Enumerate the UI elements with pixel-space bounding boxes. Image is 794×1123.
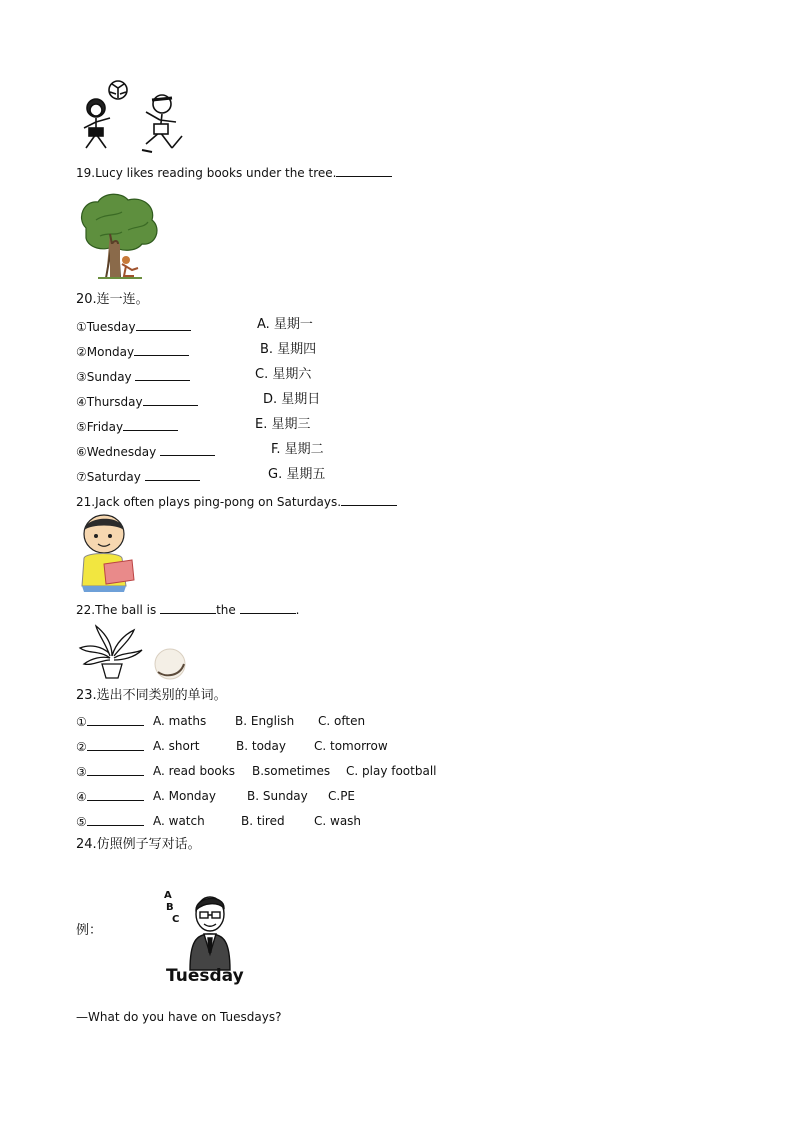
- match-left-3: [76, 368, 190, 385]
- match-right-f: F. 星期二: [271, 442, 324, 457]
- match-left-label: ⑥Wednesday: [76, 445, 161, 459]
- answer-blank[interactable]: [134, 343, 189, 356]
- dialog-line: —What do you have on Tuesdays?: [76, 1010, 282, 1024]
- question-19: [76, 164, 392, 181]
- q23-row-5-c: C. wash: [314, 814, 362, 828]
- match-left-2: [76, 343, 189, 360]
- q23-row-2-c: C. tomorrow: [314, 739, 388, 753]
- q23-row-1: [76, 713, 144, 730]
- answer-blank[interactable]: [341, 493, 397, 506]
- question-23-title: 23.选出不同类别的单词。: [76, 688, 227, 703]
- match-left-label: ③Sunday: [76, 370, 136, 384]
- q23-row-2-b: B. today: [236, 739, 286, 753]
- question-21: [76, 493, 397, 510]
- q23-row-4-c: C.PE: [328, 789, 356, 803]
- teacher-abc-picture: [150, 880, 270, 990]
- q23-row-4: [76, 788, 144, 805]
- football-boys-picture: [76, 78, 192, 156]
- question-22: [76, 601, 299, 618]
- answer-blank[interactable]: [87, 763, 144, 776]
- match-left-label: ⑤Friday: [76, 420, 124, 434]
- answer-blank-2[interactable]: [240, 601, 296, 614]
- question-22-part1: 22.The ball is: [76, 603, 161, 617]
- row-number: ⑤: [76, 815, 87, 829]
- abc-letter-a: A: [164, 890, 172, 901]
- match-left-label: ①Tuesday: [76, 320, 136, 334]
- q23-row-3-b: B.sometimes: [252, 764, 331, 778]
- question-19-text: 19.Lucy likes reading books under the tree.: [76, 166, 337, 180]
- q23-row-3-a: A. read books: [153, 764, 235, 778]
- row-number: ③: [76, 765, 87, 779]
- answer-blank[interactable]: [87, 813, 144, 826]
- q23-row-4-a: A. Monday: [153, 789, 216, 803]
- answer-blank[interactable]: [87, 788, 144, 801]
- answer-blank-1[interactable]: [160, 601, 216, 614]
- match-left-label: ⑦Saturday: [76, 470, 145, 484]
- boy-reading-picture: [76, 512, 142, 594]
- answer-blank[interactable]: [123, 418, 178, 431]
- row-number: ④: [76, 790, 87, 804]
- answer-blank[interactable]: [87, 713, 144, 726]
- q23-row-5-b: B. tired: [241, 814, 285, 828]
- answer-blank[interactable]: [336, 164, 392, 177]
- answer-blank[interactable]: [160, 443, 215, 456]
- match-right-g: G. 星期五: [268, 467, 326, 482]
- match-left-6: [76, 443, 215, 460]
- answer-blank[interactable]: [145, 468, 200, 481]
- match-right-c: C. 星期六: [255, 367, 312, 382]
- match-right-a: A. 星期一: [257, 317, 313, 332]
- match-right-b: B. 星期四: [260, 342, 317, 357]
- row-number: ②: [76, 740, 87, 754]
- question-21-text: 21.Jack often plays ping-pong on Saturdays.: [76, 495, 342, 509]
- q23-row-3: [76, 763, 144, 780]
- tree-reading-picture: [76, 190, 162, 282]
- match-left-5: [76, 418, 178, 435]
- q23-row-2-a: A. short: [153, 739, 200, 753]
- match-left-label: ④Thursday: [76, 395, 143, 409]
- q23-row-3-c: C. play football: [346, 764, 437, 778]
- answer-blank[interactable]: [87, 738, 144, 751]
- question-22-part2: the: [216, 603, 240, 617]
- q23-row-5-a: A. watch: [153, 814, 205, 828]
- match-left-4: [76, 393, 198, 410]
- match-right-d: D. 星期日: [263, 392, 321, 407]
- match-left-1: [76, 318, 191, 335]
- q23-row-1-a: A. maths: [153, 714, 207, 728]
- answer-blank[interactable]: [143, 393, 198, 406]
- picture-day-word: Tuesday: [166, 966, 244, 986]
- question-20-title: 20.连一连。: [76, 292, 149, 307]
- plant-ball-picture: [76, 624, 196, 684]
- example-label: 例：: [76, 923, 103, 938]
- row-number: ①: [76, 715, 87, 729]
- answer-blank[interactable]: [136, 318, 191, 331]
- answer-blank[interactable]: [135, 368, 190, 381]
- match-left-7: [76, 468, 200, 485]
- question-22-part3: .: [295, 603, 300, 617]
- question-24-title: 24.仿照例子写对话。: [76, 837, 201, 852]
- q23-row-1-b: B. English: [235, 714, 295, 728]
- abc-letter-b: B: [166, 902, 174, 913]
- q23-row-1-c: C. often: [318, 714, 366, 728]
- q23-row-4-b: B. Sunday: [247, 789, 308, 803]
- match-left-label: ②Monday: [76, 345, 135, 359]
- q23-row-5: [76, 813, 144, 830]
- match-right-e: E. 星期三: [255, 417, 311, 432]
- q23-row-2: [76, 738, 144, 755]
- abc-letter-c: C: [172, 914, 180, 925]
